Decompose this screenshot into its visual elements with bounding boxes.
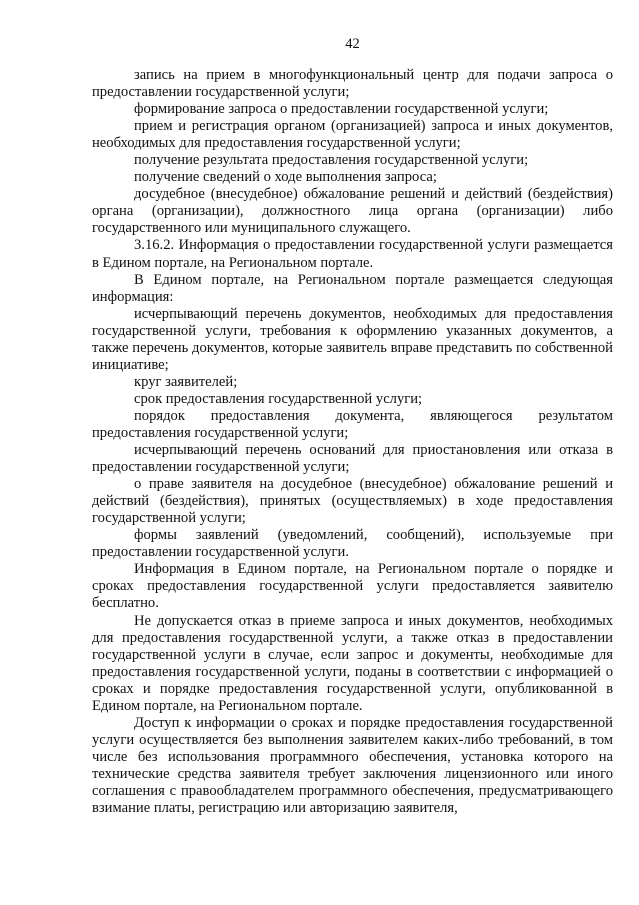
paragraph: формирование запроса о предоставлении государственной услуги; [134, 101, 549, 118]
paragraph: Доступ к информации о сроках и порядке предоставления государственной услуги осуществляется без выполнения заявителем каких-либо требований, в том числе без использования программного обеспечения, установка которого на технические средства заявителя требует заключения лицензионного или иного соглашения с правообладателем программного обеспечения, предусматривающего взимание платы, регистрацию или авторизацию заявителя, [92, 714, 613, 817]
paragraph: В Едином портале, на Региональном портале размещается следующая информация: [92, 271, 613, 305]
paragraph: срок предоставления государственной услуги; [134, 390, 423, 407]
paragraph: исчерпывающий перечень документов, необходимых для предоставления государственной услуги, требования к оформлению указанных документов, а также перечень документов, которые заявитель вправе представить по собственной инициативе; [92, 305, 613, 373]
paragraph: получение сведений о ходе выполнения запроса; [134, 169, 437, 186]
paragraph: порядок предоставления документа, являющегося результатом предоставления государственной услуги; [92, 407, 613, 441]
paragraph: круг заявителей; [134, 373, 238, 390]
paragraph: 3.16.2. Информация о предоставлении государственной услуги размещается в Едином портале, на Региональном портале. [92, 237, 613, 271]
paragraph: о праве заявителя на досудебное (внесудебное) обжалование решений и действий (бездействия), принятых (осуществляемых) в ходе предоставления государственной услуги; [92, 476, 613, 527]
paragraph: прием и регистрация органом (организацией) запроса и иных документов, необходимых для предоставления государственной услуги; [92, 118, 613, 152]
document-body [92, 67, 613, 817]
paragraph: запись на прием в многофункциональный центр для подачи запроса о предоставлении государственной услуги; [92, 67, 613, 101]
paragraph: Информация в Едином портале, на Региональном портале о порядке и сроках предоставления государственной услуги предоставляется заявителю бесплатно. [92, 561, 613, 612]
paragraph: Не допускается отказ в приеме запроса и иных документов, необходимых для предоставления государственной услуги, а также отказ в предоставлении государственной услуги в случае, если запрос и документы, необходимые для предоставления государственной услуги, поданы в соответствии с информацией о сроках и порядке предоставления государственной услуги, опубликованной в Едином портале, на Региональном портале. [92, 612, 613, 714]
paragraph: досудебное (внесудебное) обжалование решений и действий (бездействия) органа (организации), должностного лица органа (организации) либо государственного или муниципального служащего. [92, 186, 613, 237]
paragraph: исчерпывающий перечень оснований для приостановления или отказа в предоставлении государственной услуги; [92, 442, 613, 476]
page-number: 42 [345, 36, 360, 52]
paragraph: получение результата предоставления государственной услуги; [134, 152, 529, 169]
paragraph: формы заявлений (уведомлений, сообщений), используемые при предоставлении государственной услуги. [92, 527, 613, 561]
